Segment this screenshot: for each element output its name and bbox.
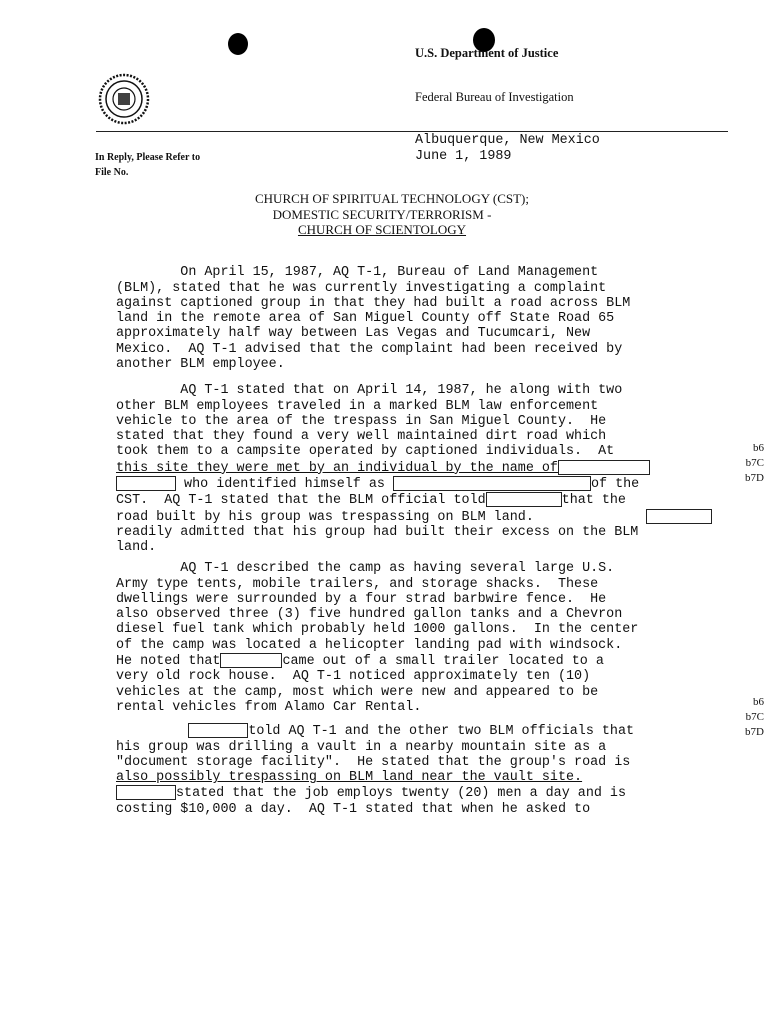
text-line: stated that they found a very well maintained dirt road which — [116, 429, 607, 445]
text-line: CST. AQ T-1 stated that the BLM official told that the — [116, 493, 626, 509]
text-line: took them to a campsite operated by captioned individuals. At — [116, 444, 615, 460]
letterhead-rule — [96, 131, 728, 132]
text-line: dwellings were surrounded by a four strad barbwire fence. He — [116, 591, 607, 607]
text-line: stated that the job employs twenty (20) men a day and is — [116, 785, 716, 801]
bureau-name: Federal Bureau of Investigation — [415, 90, 574, 104]
exemption-code: b7C — [745, 711, 764, 723]
paragraph-3 — [116, 546, 716, 731]
text-line: "document storage facility". He stated that the group's road is — [116, 754, 631, 770]
text-line: Army type tents, mobile trailers, and storage shacks. These — [116, 576, 599, 592]
exemption-code: b6 — [753, 696, 764, 708]
office-location: Albuquerque, New Mexico — [415, 133, 600, 148]
text-line: rental vehicles from Alamo Car Rental. — [116, 699, 422, 715]
text-line: (BLM), stated that he was currently investigating a complaint — [116, 280, 607, 296]
text-line: AQ T-1 described the camp as having several large U.S. — [116, 561, 615, 577]
text-line: land in the remote area of San Miguel County off State Road 65 — [116, 311, 615, 327]
caption-line-3: CHURCH OF SCIENTOLOGY — [297, 222, 467, 237]
paragraph-2 — [116, 368, 716, 571]
paragraph-4 — [116, 708, 716, 832]
text-line: He noted that came out of a small trailer located to a — [116, 654, 604, 670]
redaction-box — [393, 476, 591, 491]
text-line: costing $10,000 a day. AQ T-1 stated that when he asked to — [116, 801, 591, 817]
text-line: very old rock house. AQ T-1 noticed approximately ten (10) — [116, 669, 591, 685]
text-line: diesel fuel tank which probably held 1000 gallons. In the center — [116, 622, 639, 638]
text-line: AQ T-1 stated that on April 14, 1987, he along with two — [116, 383, 623, 399]
scan-blot — [228, 33, 248, 55]
exemption-codes-1 — [724, 441, 764, 486]
file-no-label: File No. — [95, 167, 129, 178]
department-name: U.S. Department of Justice — [415, 46, 559, 60]
exemption-code: b7C — [745, 457, 764, 469]
fbi-seal-icon — [98, 73, 150, 125]
exemption-code: b6 — [753, 442, 764, 454]
caption-line-2: DOMESTIC SECURITY/TERRORISM - — [272, 207, 492, 222]
reply-refer-label: In Reply, Please Refer to — [95, 152, 201, 163]
text-line: land. — [116, 540, 157, 556]
text-line: also observed three (3) five hundred gallon tanks and a Chevron — [116, 607, 623, 623]
text-line: road built by his group was trespassing on BLM land. — [116, 509, 716, 525]
text-line: vehicles at the camp, most which were new and appeared to be — [116, 684, 599, 700]
redaction-box — [558, 460, 650, 475]
text-line: of the camp was located a helicopter landing pad with windsock. — [116, 637, 623, 653]
text-line: readily admitted that his group had built their excess on the BLM — [116, 524, 639, 540]
exemption-code: b7D — [745, 726, 764, 738]
text-line: Mexico. AQ T-1 advised that the complaint had been received by — [116, 341, 623, 357]
text-line: approximately half way between Las Vegas and Tucumcari, New — [116, 326, 591, 342]
exemption-code: b7D — [745, 472, 764, 484]
exemption-codes-2 — [724, 695, 764, 740]
caption-line-1: CHURCH OF SPIRITUAL TECHNOLOGY (CST); — [255, 191, 529, 206]
text-line: vehicle to the area of the trespass in San Miguel County. He — [116, 413, 607, 429]
text-line: On April 15, 1987, AQ T-1, Bureau of Land Management — [116, 265, 599, 281]
text-line: who identified himself as of the — [116, 476, 716, 492]
redaction-box — [116, 476, 176, 491]
text-line: against captioned group in that they had built a road across BLM — [116, 295, 631, 311]
redaction-box — [486, 492, 562, 507]
text-line: also possibly trespassing on BLM land near the vault site. — [116, 770, 583, 786]
text-line: told AQ T-1 and the other two BLM officials that — [116, 723, 716, 739]
redaction-box — [220, 653, 282, 668]
redaction-box — [116, 785, 176, 800]
text-line: other BLM employees traveled in a marked BLM law enforcement — [116, 398, 599, 414]
text-line: his group was drilling a vault in a nearby mountain site as a — [116, 739, 607, 755]
text-line: this site they were met by an individual by the name of — [116, 460, 716, 476]
redaction-box — [646, 509, 712, 524]
text-line: another BLM employee. — [116, 357, 285, 373]
redaction-box — [188, 723, 248, 738]
letter-date: June 1, 1989 — [415, 149, 512, 164]
